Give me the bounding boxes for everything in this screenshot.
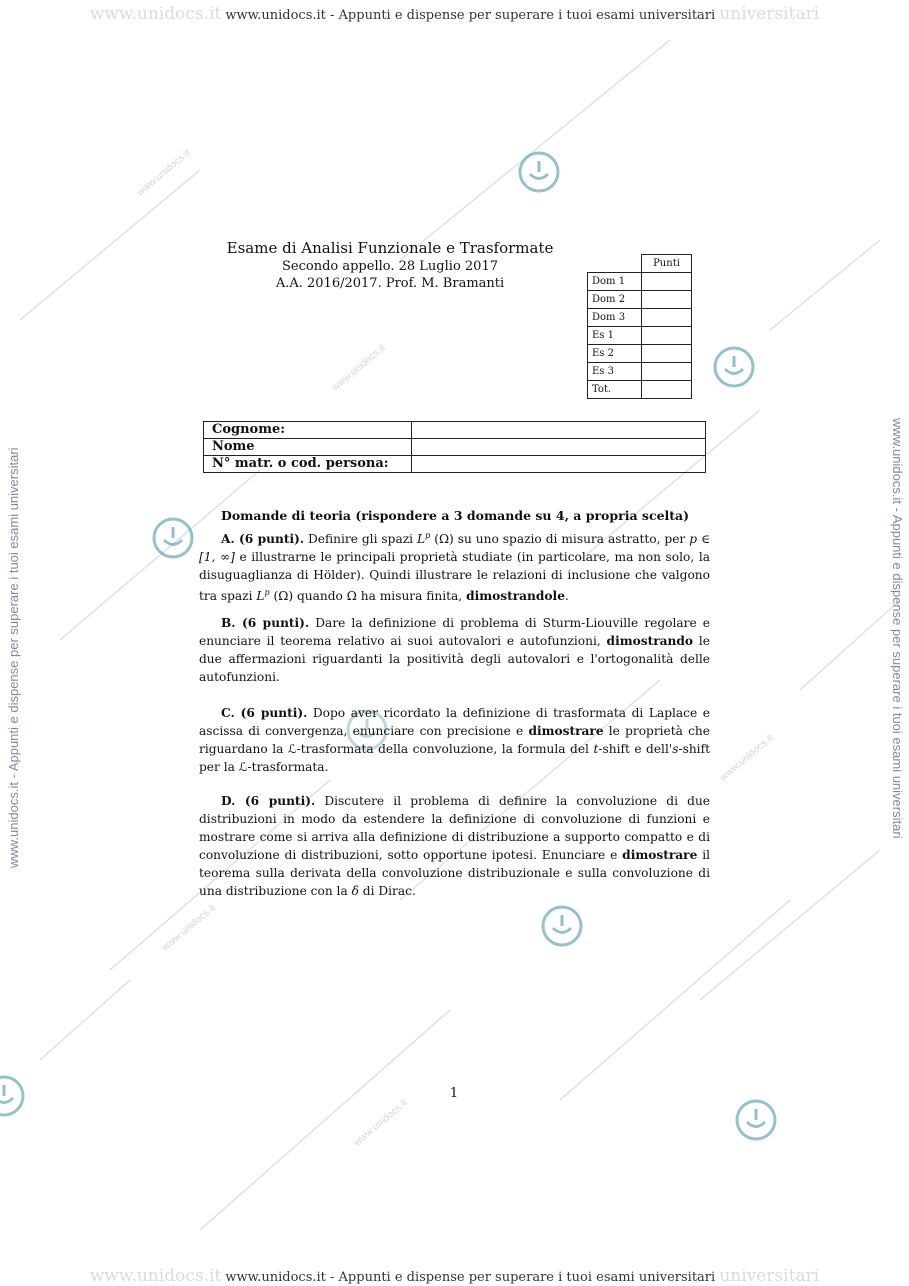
question-label: A. (6 punti). xyxy=(221,532,305,547)
emphasis: dimostrandole xyxy=(466,589,565,604)
score-cell xyxy=(642,327,692,345)
math: Ω xyxy=(346,589,357,604)
watermark-side-left: www.unidocs.it - Appunti e dispense per superare i tuoi esami universitari xyxy=(6,447,21,868)
score-row-label: Dom 2 xyxy=(588,291,642,309)
score-table xyxy=(587,254,692,399)
question-a xyxy=(199,527,710,605)
table-row xyxy=(204,422,706,439)
math: L xyxy=(417,532,426,547)
unidocs-logo-icon xyxy=(517,150,561,194)
table-row xyxy=(588,363,692,381)
table-row xyxy=(588,327,692,345)
score-row-label: Es 3 xyxy=(588,363,642,381)
unidocs-logo-icon xyxy=(540,904,584,948)
score-row-label: Es 1 xyxy=(588,327,642,345)
name-field xyxy=(412,439,706,456)
student-id-field xyxy=(412,456,706,473)
question-label: D. (6 punti). xyxy=(221,794,316,808)
question-text: -trasformata. xyxy=(247,760,329,774)
question-label: C. (6 punti). xyxy=(221,706,308,720)
question-text: Dopo aver ricordato la definizione di trasformata di Laplace e ascissa di convergenza, enunciare con precisione e xyxy=(199,706,710,738)
section-heading: Domande di teoria (rispondere a 3 domande su 4, a propria scelta) xyxy=(221,508,690,523)
question-d xyxy=(199,792,710,900)
question-text: le proprietà che riguardano la xyxy=(199,724,710,756)
page-number: 1 xyxy=(449,1086,459,1101)
question-b xyxy=(199,614,710,686)
score-cell xyxy=(642,363,692,381)
math: s xyxy=(672,742,679,756)
watermark-small: www.unidocs.it xyxy=(135,147,193,199)
score-corner xyxy=(588,255,642,273)
table-row xyxy=(588,381,692,399)
unidocs-logo-icon xyxy=(0,1074,26,1118)
question-text: e illustrarne le principali proprietà studiate (in particolare, ma non solo, la disuguaglianza di Hölder). Quindi illustrare le relazioni di inclusione che valgono tra spazi xyxy=(199,550,711,604)
score-row-label: Es 2 xyxy=(588,345,642,363)
watermark-top-text: www.unidocs.it - Appunti e dispense per superare i tuoi esami universitari xyxy=(225,8,716,23)
emphasis: dimostrare xyxy=(622,848,698,862)
score-cell xyxy=(642,291,692,309)
score-cell xyxy=(642,309,692,327)
math: δ xyxy=(351,884,359,898)
question-text: -shift e dell' xyxy=(598,742,673,756)
question-text: le due affermazioni riguardanti la positività degli autovalori e l'ortogonalità delle autofunzioni. xyxy=(199,634,710,684)
score-header: Punti xyxy=(642,255,692,273)
watermark-ghost-right: universitari xyxy=(719,4,820,24)
question-text: -shift per la xyxy=(199,742,710,774)
question-text: Discutere il problema di definire la convoluzione di due distribuzioni in modo da estendere la definizione di convoluzione di funzioni e mostrare come si arriva alla definizione di distribuzione a supporto compatto e di convoluzione di distribuzioni, sotto opportune ipotesi. Enunciare e xyxy=(199,794,711,862)
student-id-label: N° matr. o cod. persona: xyxy=(204,456,412,473)
math: p xyxy=(264,588,270,598)
question-c xyxy=(199,704,710,776)
score-cell xyxy=(642,381,692,399)
score-row-label: Dom 3 xyxy=(588,309,642,327)
exam-year-professor: A.A. 2016/2017. Prof. M. Bramanti xyxy=(275,276,505,291)
surname-field xyxy=(412,422,706,439)
score-row-label: Dom 1 xyxy=(588,273,642,291)
identity-table xyxy=(203,421,706,473)
table-row xyxy=(204,456,706,473)
math: ℒ xyxy=(287,742,297,756)
question-text: . xyxy=(564,589,569,604)
watermark-top xyxy=(0,4,909,24)
math: L xyxy=(256,589,265,604)
watermark-bottom-text: www.unidocs.it - Appunti e dispense per superare i tuoi esami universitari xyxy=(225,1270,716,1285)
score-cell xyxy=(642,345,692,363)
math: (Ω) xyxy=(269,589,294,604)
question-text: il teorema sulla derivata della convoluzione distribuzionale e sulla convoluzione di una distribuzione con la xyxy=(199,848,710,898)
watermark-small: www.unidocs.it xyxy=(718,732,776,784)
name-label: Nome xyxy=(204,439,412,456)
table-row xyxy=(588,309,692,327)
table-row xyxy=(588,345,692,363)
watermark-small: www.unidocs.it xyxy=(160,902,218,954)
question-text: Definire gli spazi xyxy=(304,532,418,547)
watermark-ghost-right: universitari xyxy=(719,1266,820,1286)
score-cell xyxy=(642,273,692,291)
exam-session: Secondo appello. 28 Luglio 2017 xyxy=(282,259,498,274)
exam-header xyxy=(205,238,575,292)
table-row xyxy=(588,273,692,291)
emphasis: dimostrare xyxy=(528,724,604,738)
watermark-bottom xyxy=(0,1266,909,1286)
question-text: Dare la definizione di problema di Sturm-Liouville regolare e enunciare il teorema relativo ai suoi autovalori e autofunzioni, xyxy=(199,616,710,648)
watermark-side-right: www.unidocs.it - Appunti e dispense per superare i tuoi esami universitari xyxy=(890,418,905,839)
exam-title: Esame di Analisi Funzionale e Trasformate xyxy=(226,239,554,257)
math: t xyxy=(593,742,599,756)
watermark-ghost-left: www.unidocs.it xyxy=(89,4,222,24)
unidocs-logo-icon xyxy=(151,516,195,560)
table-row xyxy=(588,255,692,273)
emphasis: dimostrando xyxy=(606,634,694,648)
math: (Ω) xyxy=(430,532,454,547)
question-text: su uno spazio di misura astratto, per xyxy=(453,532,690,547)
watermark-ghost-left: www.unidocs.it xyxy=(89,1266,222,1286)
score-row-label: Tot. xyxy=(588,381,642,399)
table-row xyxy=(204,439,706,456)
watermark-small: www.unidocs.it xyxy=(330,342,388,394)
question-label: B. (6 punti). xyxy=(221,616,310,630)
unidocs-logo-icon xyxy=(712,345,756,389)
question-text: di Dirac. xyxy=(358,884,416,898)
question-text: -trasformata della convoluzione, la formula del xyxy=(296,742,594,756)
math: p ∈ [1, ∞] xyxy=(199,532,710,565)
watermark-small: www.unidocs.it xyxy=(352,1097,410,1149)
math: ℒ xyxy=(238,760,248,774)
question-text: quando xyxy=(293,589,347,604)
table-row xyxy=(588,291,692,309)
question-text: ha misura finita, xyxy=(356,589,467,604)
math: p xyxy=(425,531,431,540)
surname-label: Cognome: xyxy=(204,422,412,439)
unidocs-logo-icon xyxy=(734,1098,778,1142)
